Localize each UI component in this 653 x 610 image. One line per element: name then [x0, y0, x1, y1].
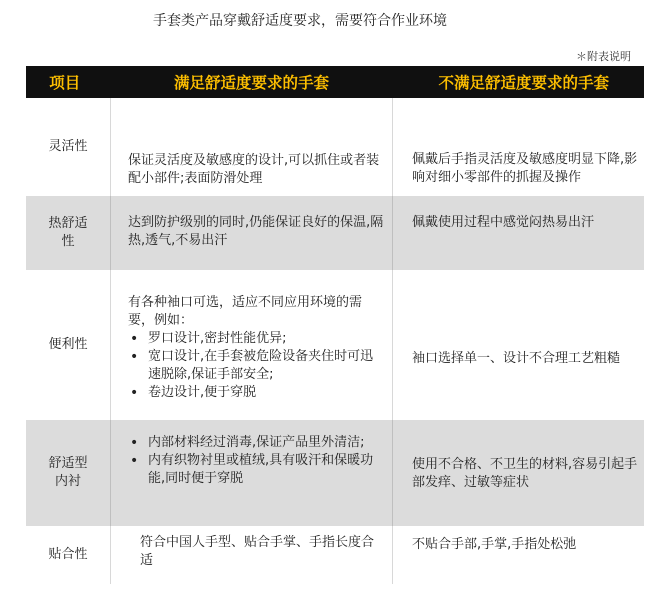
row-good: 符合中国人手型、贴合手掌、手指长度合适: [140, 535, 375, 568]
row-good-list: [128, 330, 386, 402]
list-item: • 罗口设计,密封性能优异;: [142, 330, 386, 348]
table-row: [26, 270, 644, 420]
row-bad: 佩戴使用过程中感觉闷热易出汗: [412, 215, 595, 230]
row-item: 舒适型内衬: [48, 456, 88, 489]
row-item: 灵活性: [48, 139, 88, 154]
list-item: • 宽口设计,在手套被危险设备夹住时可迅速脱除,保证手部安全;: [142, 348, 386, 384]
row-bad: 佩戴后手指灵活度及敏感度明显下降,影响对细小零部件的抓握及操作: [412, 152, 638, 185]
table-row: [26, 526, 644, 584]
row-bad: 袖口选择单一、设计不合理工艺粗糙: [412, 351, 621, 366]
row-good: 达到防护级别的同时,仍能保证良好的保温,隔热,透气,不易出汗: [128, 215, 384, 248]
list-item: • 内有织物衬里或植绒,具有吸汗和保暖功能,同时便于穿脱: [142, 452, 386, 488]
row-bad: 不贴合手部,手掌,手指处松弛: [412, 537, 577, 552]
list-item: • 内部材料经过消毒,保证产品里外清洁;: [142, 434, 386, 452]
table-note: ＊附表说明: [576, 50, 631, 63]
row-bad: 使用不合格、不卫生的材料,容易引起手部发痒、过敏等症状: [412, 457, 638, 490]
header-bad: 不满足舒适度要求的手套: [438, 74, 610, 92]
header-item: 项目: [49, 74, 81, 92]
row-good-intro: 有各种袖口可选，适应不同应用环境的需要，例如：: [128, 295, 363, 328]
row-good-list: [128, 434, 386, 488]
row-good: 保证灵活度及敏感度的设计,可以抓住或者装配小部件;表面防滑处理: [128, 153, 380, 186]
row-item: 贴合性: [48, 547, 88, 562]
table-row: [26, 196, 644, 270]
list-item: • 卷边设计,便于穿脱: [142, 384, 386, 402]
comparison-table: [26, 66, 644, 584]
row-item: 热舒适性: [48, 216, 88, 249]
header-good: 满足舒适度要求的手套: [174, 74, 330, 92]
table-row: [26, 98, 644, 196]
page-title: 手套类产品穿戴舒适度要求，需要符合作业环境: [153, 13, 447, 29]
table-row: [26, 420, 644, 526]
table-header: [26, 66, 644, 98]
row-item: 便利性: [48, 337, 88, 352]
